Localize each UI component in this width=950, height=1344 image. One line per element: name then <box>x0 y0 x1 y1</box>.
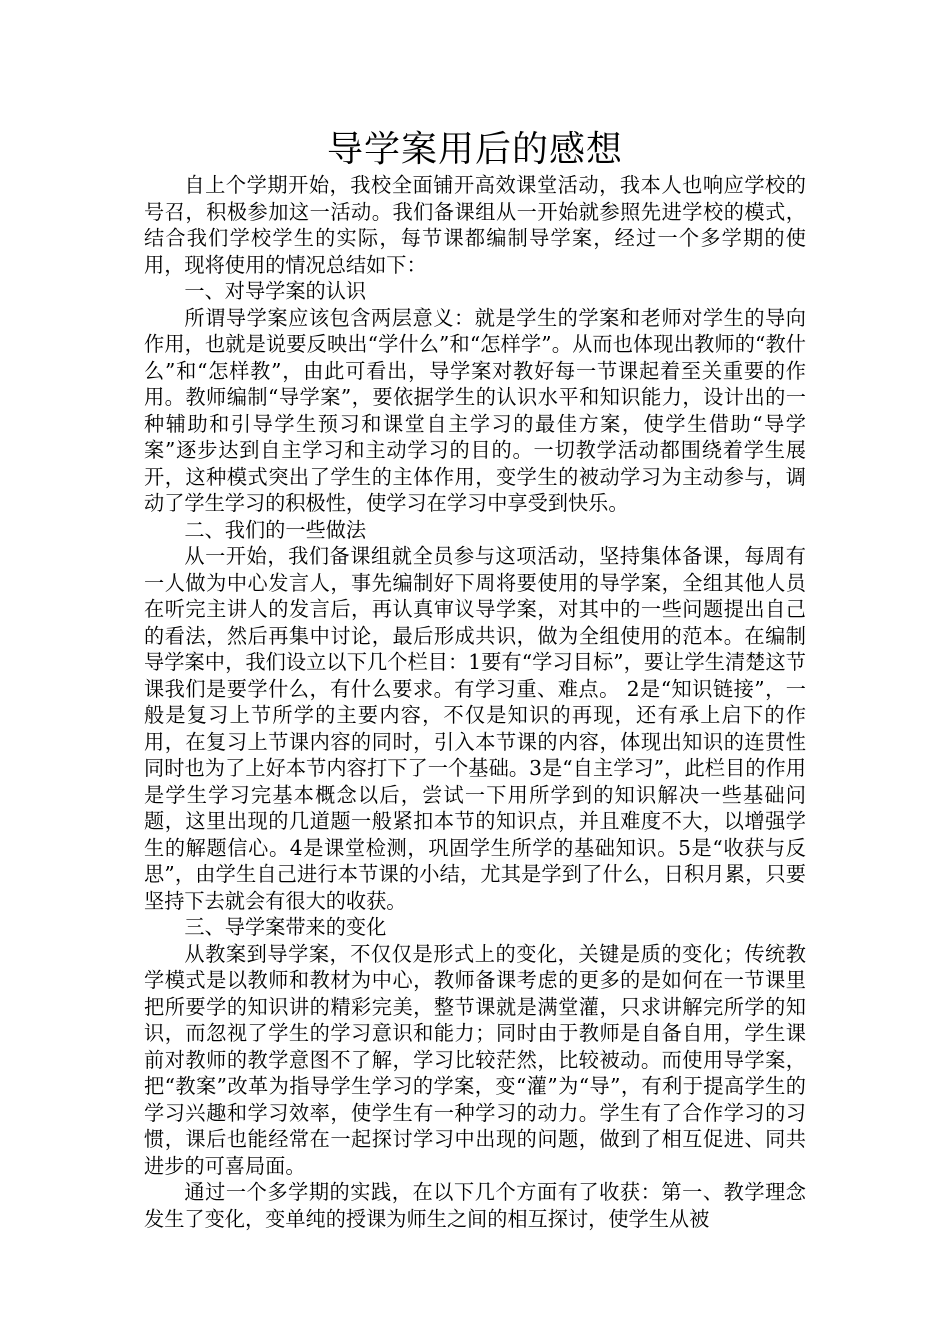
document-body <box>144 172 806 1232</box>
paragraph-conclusion: 通过一个多学期的实践，在以下几个方面有了收获：第一、教学理念发生了变化，变单纯的授课为师生之间的相互探讨，使学生从被 <box>144 1180 806 1231</box>
document-title: 导学案用后的感想 <box>326 129 623 170</box>
paragraph-section-2: 从一开始，我们备课组就全员参与这项活动，坚持集体备课，每周有一人做为中心发言人，事先编制好下周将要使用的导学案，全组其他人员在听完主讲人的发言后，再认真审议导学案，对其中的一些问题提出自己的看法，然后再集中讨论，最后形成共识，做为全组使用的范本。在编制导学案中，我们设立以下几个栏目：1要有“学习目标”，要让学生清楚这节课我们是要学什么，有什么要求。有学习重、难点。 2是“知识链接”，一般是复习上节所学的主要内容，不仅是知识的再现，还有承上启下的作用，在复习上节课内容的同时，引入本节课的内容，体现出知识的连贯性同时也为了上好本节内容打下了一个基础。3是“自主学习”，此栏目的作用是学生学习完基本概念以后，尝试一下用所学到的知识解决一些基础问题，这里出现的几道题一般紧扣本节的知识点，并且难度不大，以增强学生的解题信心。4是课堂检测，巩固学生所学的基础知识。5是“收获与反思”，由学生自己进行本节课的小结，尤其是学到了什么，日积月累，只要坚持下去就会有很大的收获。 <box>144 544 806 913</box>
paragraph-section-3: 从教案到导学案，不仅仅是形式上的变化，关键是质的变化；传统教学模式是以教师和教材为中心，教师备课考虑的更多的是如何在一节课里把所要学的知识讲的精彩完美，整节课就是满堂灌，只求讲解完所学的知识，而忽视了学生的学习意识和能力；同时由于教师是自备自用，学生课前对教师的教学意图不了解，学习比较茫然，比较被动。而使用导学案，把“教案”改革为指导学生学习的学案，变“灌”为“导”，有利于提高学生的学习兴趣和学习效率，使学生有一种学习的动力。学生有了合作学习的习惯，课后也能经常在一起探讨学习中出现的问题，做到了相互促进、同共进步的可喜局面。 <box>144 941 806 1178</box>
paragraph-intro: 自上个学期开始，我校全面铺开高效课堂活动，我本人也响应学校的号召，积极参加这一活动。我们备课组从一开始就参照先进学校的模式，结合我们学校学生的实际，每节课都编制导学案，经过一个多学期的使用，现将使用的情况总结如下： <box>144 173 806 277</box>
section-heading-3: 三、导学案带来的变化 <box>184 915 387 939</box>
section-heading-2: 二、我们的一些做法 <box>184 517 367 542</box>
paragraph-section-1: 所谓导学案应该包含两层意义：就是学生的学案和老师对学生的导向作用，也就是说要反映出“学什么”和“怎样学”。从而也体现出教师的“教什么”和“怎样教”，由此可看出，导学案对教好每一节课起着至关重要的作用。教师编制“导学案”，要依据学生的认识水平和知识能力，设计出的一种辅助和引导学生预习和课堂自主学习的最佳方案，使学生借助“导学案”逐步达到自主学习和主动学习的目的。一切教学活动都围绕着学生展开，这种模式突出了学生的主体作用，变学生的被动学习为主动参与，调动了学生学习的积极性，使学习在学习中享受到快乐。 <box>144 305 806 515</box>
section-heading-1: 一、对导学案的认识 <box>184 279 367 303</box>
